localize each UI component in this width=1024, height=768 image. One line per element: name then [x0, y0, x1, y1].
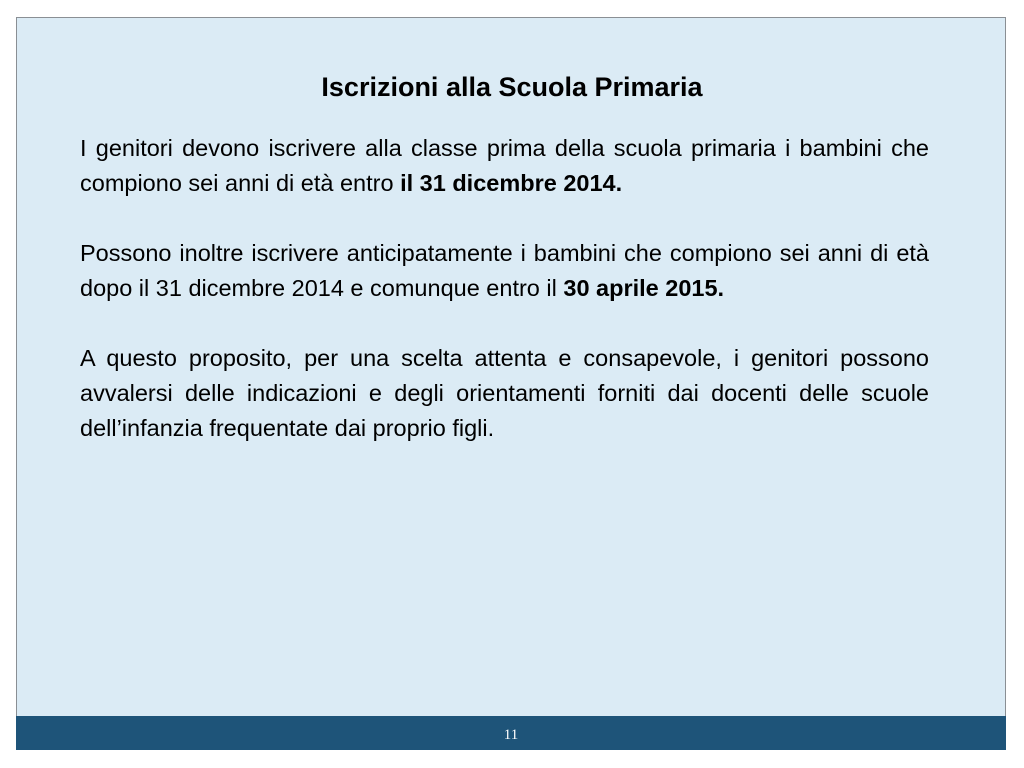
paragraph-1-text: I genitori devono iscrivere alla classe prima della scuola primaria i bambini che compiono sei anni di età entro: [80, 135, 929, 196]
footer-bar: [16, 716, 1006, 750]
paragraph-2-bold: 30 aprile 2015.: [563, 275, 725, 301]
page-number: 11: [503, 727, 519, 743]
paragraph-2-text: Possono inoltre iscrivere anticipatamente i bambini che compiono sei anni di età dopo il 31 dicembre 2014 e comunque entro il: [80, 240, 929, 301]
slide-body: [80, 131, 929, 481]
slide-title: Iscrizioni alla Scuola Primaria: [321, 72, 703, 102]
paragraph-3-text: A questo proposito, per una scelta attenta e consapevole, i genitori possono avvalersi delle indicazioni e degli orientamenti forniti dai docenti delle scuole dell’infanzia frequentate dai proprio figli.: [80, 345, 929, 441]
paragraph-1: [80, 131, 929, 201]
paragraph-2: [80, 236, 929, 306]
paragraph-1-bold: il 31 dicembre 2014.: [400, 170, 623, 196]
paragraph-3: [80, 341, 929, 446]
